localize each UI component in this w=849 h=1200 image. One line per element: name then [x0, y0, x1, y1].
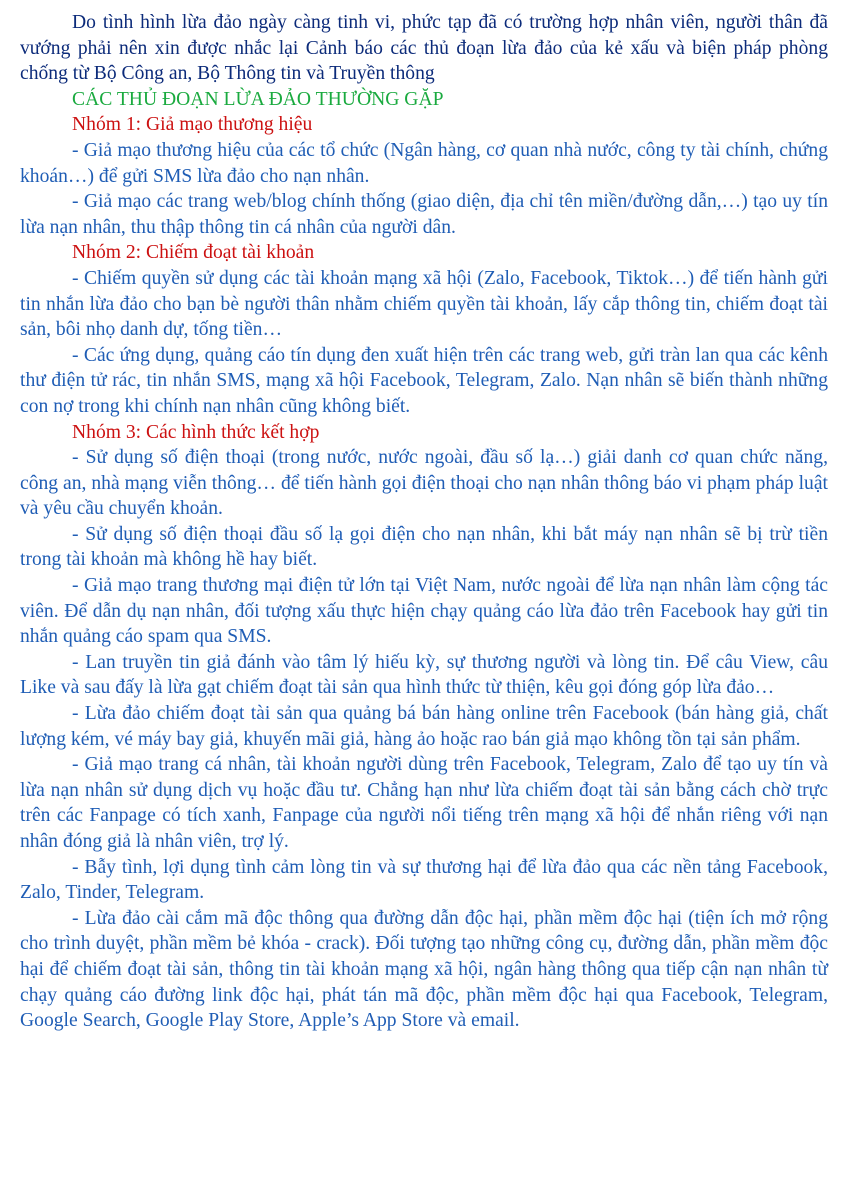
group-3-item: - Bẫy tình, lợi dụng tình cảm lòng tin và sự thương hại để lừa đảo qua các nền tảng Facebook, Zalo, Tinder, Telegram. [20, 856, 828, 904]
group-3-item: - Lừa đảo chiếm đoạt tài sản qua quảng bá bán hàng online trên Facebook (bán hàng giả, chất lượng kém, vé máy bay giả, khuyến mãi giả, hàng ảo hoặc rao bán giả mạo không tồn tại sản phẩm. [20, 703, 828, 750]
group-2-title: Nhóm 2: Chiếm đoạt tài khoản [72, 242, 315, 264]
group-3-title: Nhóm 3: Các hình thức kết hợp [72, 421, 320, 443]
group-3-item: - Giả mạo trang thương mại điện tử lớn tại Việt Nam, nước ngoài để lừa nạn nhân làm cộng tác viên. Để dẫn dụ nạn nhân, đối tượng xấu thực hiện chạy quảng cáo lừa đảo trên Facebook hay gửi tin nhắn quảng cáo spam qua SMS. [20, 575, 828, 648]
group-1-item: - Giả mạo các trang web/blog chính thống (giao diện, địa chỉ tên miền/đường dẫn,…) tạo uy tín lừa nạn nhân, thu thập thông tin cá nhân của người dân. [20, 191, 828, 238]
group-2-item: - Chiếm quyền sử dụng các tài khoản mạng xã hội (Zalo, Facebook, Tiktok…) để tiến hành gửi tin nhắn lừa đảo cho bạn bè người thân nhằm chiếm quyền tài khoản, lấy cắp thông tin, chiếm đoạt tài sản, bôi nhọ danh dự, tống tiền… [20, 267, 828, 341]
intro-paragraph: Do tình hình lừa đảo ngày càng tinh vi, phức tạp đã có trường hợp nhân viên, người thân đã vướng phải nên xin được nhắc lại Cảnh báo các thủ đoạn lừa đảo của kẻ xấu và biện pháp phòng chống từ Bộ Công an, Bộ Thông tin và Truyền thông [20, 12, 828, 85]
document-page [20, 10, 828, 1034]
group-1-title: Nhóm 1: Giả mạo thương hiệu [72, 114, 313, 136]
main-heading: CÁC THỦ ĐOẠN LỪA ĐẢO THƯỜNG GẶP [72, 88, 444, 110]
group-1-item: - Giả mạo thương hiệu của các tổ chức (Ngân hàng, cơ quan nhà nước, công ty tài chính, chứng khoán…) để gửi SMS lừa đảo cho nạn nhân. [20, 139, 828, 187]
group-3-item: - Lừa đảo cài cắm mã độc thông qua đường dẫn độc hại, phần mềm độc hại (tiện ích mở rộng cho trình duyệt, phần mềm bẻ khóa - crack). Đối tượng tạo những công cụ, đường dẫn, phần mềm độc hại để chiếm đoạt tài sản, thông tin tài khoản mạng xã hội, ngân hàng thông qua tiếp cận nạn nhân từ chạy quảng cáo đường link độc hại, phát tán mã độc, phần mềm độc hại qua Facebook, Telegram, Google Search, Google Play Store, Apple’s App Store và email. [20, 907, 828, 1032]
group-2-item: - Các ứng dụng, quảng cáo tín dụng đen xuất hiện trên các trang web, gửi tràn lan qua các kênh thư điện tử rác, tin nhắn SMS, mạng xã hội Facebook, Telegram, Zalo. Nạn nhân sẽ biến thành những con nợ trong khi chính nạn nhân cũng không biết. [20, 344, 828, 417]
group-3-item: - Sử dụng số điện thoại (trong nước, nước ngoài, đầu số lạ…) giải danh cơ quan chức năng, công an, nhà mạng viễn thông… để tiến hành gọi điện thoại cho nạn nhân thông báo vi phạm pháp luật và yêu cầu chuyển khoản. [20, 447, 828, 520]
group-3-item: - Sử dụng số điện thoại đầu số lạ gọi điện cho nạn nhân, khi bắt máy nạn nhân sẽ bị trừ tiền trong tài khoản mà không hề hay biết. [20, 523, 828, 571]
group-3-item: - Lan truyền tin giả đánh vào tâm lý hiếu kỳ, sự thương người và lòng tin. Để câu View, câu Like và sau đấy là lừa gạt chiếm đoạt tài sản qua hình thức từ thiện, kêu gọi đóng góp lừa đảo… [20, 651, 828, 699]
group-3-item: - Giả mạo trang cá nhân, tài khoản người dùng trên Facebook, Telegram, Zalo để tạo uy tín và lừa nạn nhân sử dụng dịch vụ hoặc đầu tư. Chẳng hạn như lừa chiếm đoạt tài sản bằng cách chờ trực trên các Fanpage có tích xanh, Fanpage của người nổi tiếng trên mạng xã hội để nhắn riêng với nạn nhân đóng giả là nhân viên, trợ lý. [20, 754, 828, 852]
